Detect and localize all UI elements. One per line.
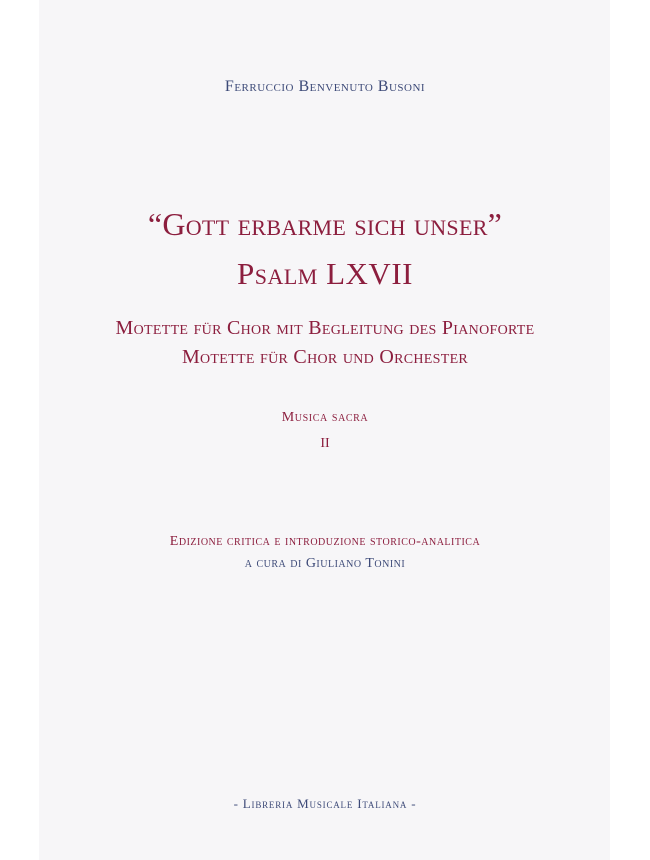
series-name: Musica sacra <box>281 410 369 425</box>
publisher-name: - Libreria Musicale Italiana - <box>233 796 417 811</box>
series-number: II <box>320 436 330 451</box>
editor-credit: a cura di Giuliano Tonini <box>244 556 406 571</box>
motet-orchestra-version: Motette für Chor und Orchester <box>181 346 469 368</box>
work-title: “Gott erbarme sich unser” <box>147 206 503 242</box>
work-subtitle: Psalm LXVII <box>237 256 413 291</box>
author-name: Ferruccio Benvenuto Busoni <box>224 78 426 95</box>
cover-paper <box>39 0 610 860</box>
motet-piano-version: Motette für Chor mit Begleitung des Pianoforte <box>115 317 535 339</box>
edition-description: Edizione critica e introduzione storico-analitica <box>169 534 481 549</box>
